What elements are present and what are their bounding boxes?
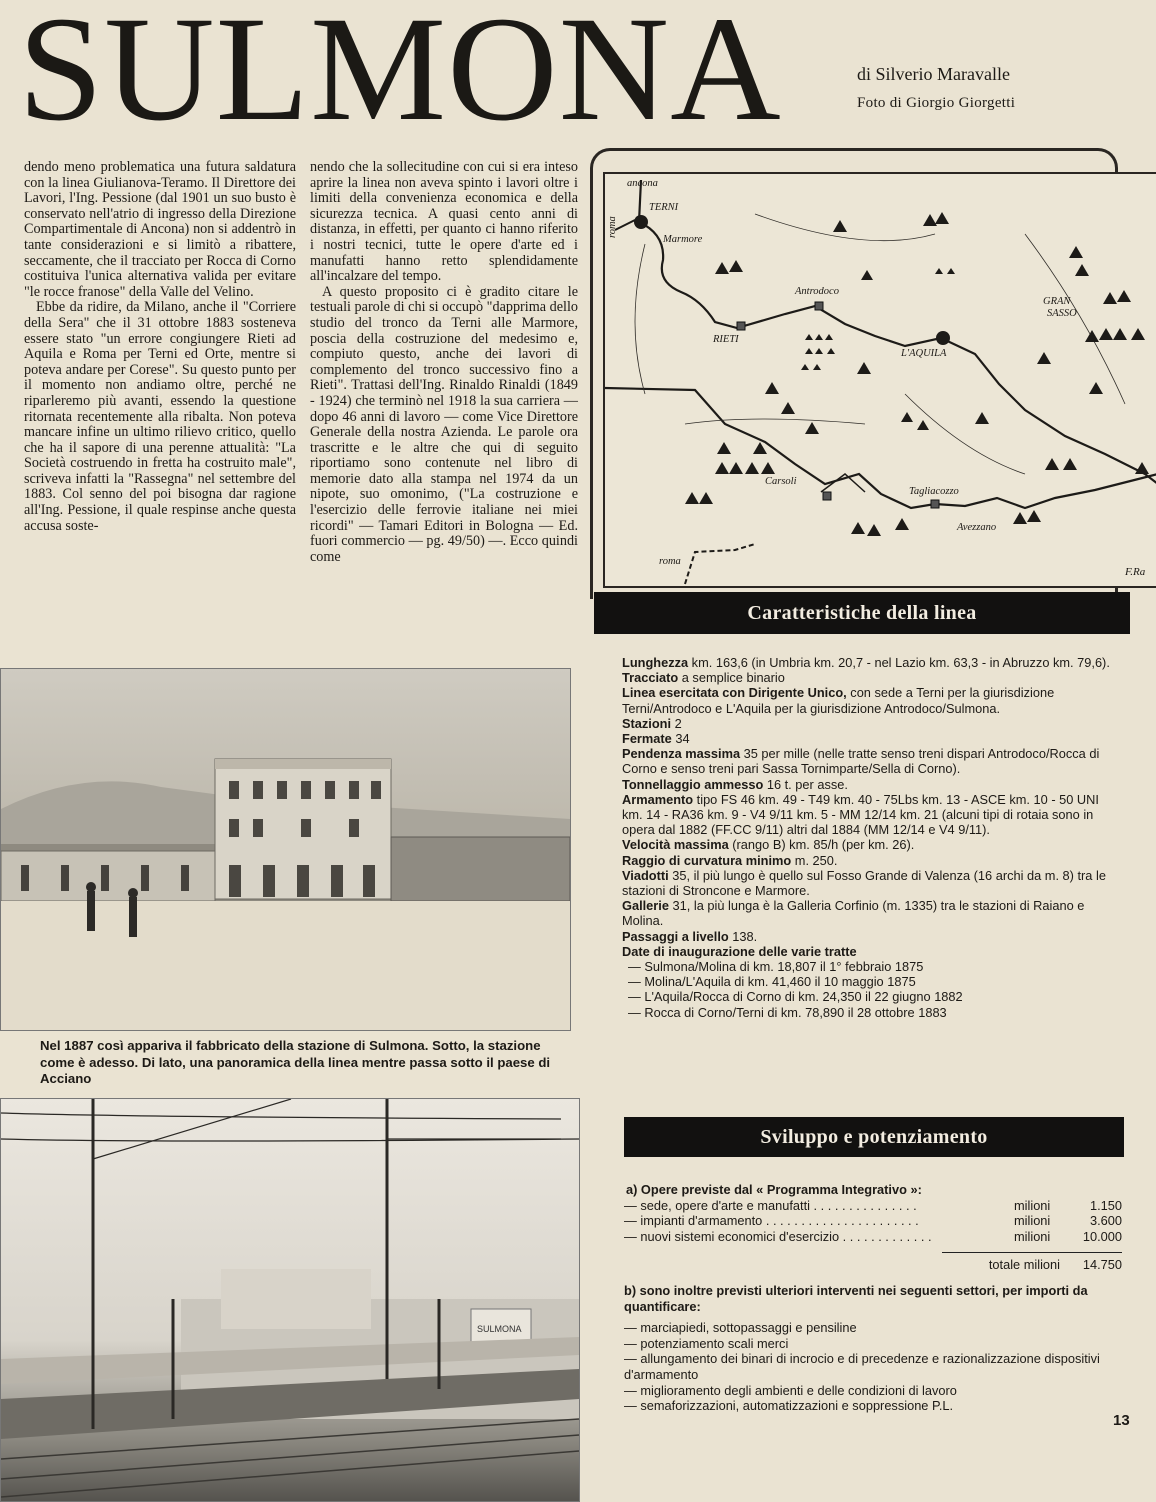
funding-row: — nuovi sistemi economici d'esercizio . . . . . . . . . . . . . milioni 10.000	[624, 1228, 1122, 1244]
station-sign: SULMONA	[477, 1324, 522, 1334]
map-label: roma	[607, 216, 618, 238]
terni-node	[634, 215, 648, 229]
spec-row: Armamento tipo FS 46 km. 49 - T49 km. 40 - 75Lbs km. 13 - ASCE km. 10 - 50 UNI km. 14 - RA36 km. 9 - V4 9/11 km. 5 - MM 12/14 km. 21 (alcuni tipi di rotaia sono in opera dal 1882 (FF.CC 9/11) altri dal 1884 (MM 12/14 e V4 9/11).	[622, 791, 1099, 838]
author-credit: di Silverio Maravalle	[857, 64, 1010, 84]
date-item: — Molina/L'Aquila di km. 41,460 il 10 maggio 1875	[628, 974, 916, 990]
spec-row: Raggio di curvatura minimo m. 250.	[622, 852, 838, 868]
spec-row: Pendenza massima 35 per mille (nelle tratte senso treni dispari Antrodoco/Rocca di Corno e senso treni pari Sassa Tornimparte/Sella di Corno).	[622, 746, 1100, 777]
map-label: L'AQUILA	[901, 348, 947, 359]
historic-station-photo	[0, 668, 571, 1031]
article-column-1	[24, 160, 296, 534]
spec-row: Gallerie 31, la più lunga è la Galleria Corfinio (m. 1335) tra le stazioni di Raiano e Molina.	[622, 898, 1085, 929]
list-item: — allungamento dei binari di incrocio e di precedenze e razionalizzazione dispositivi d'armamento	[624, 1351, 1100, 1382]
map-label: Antrodoco	[795, 286, 839, 297]
date-item: — Rocca di Corno/Terni di km. 78,890 il 28 ottobre 1883	[628, 1004, 947, 1020]
railway-line	[639, 180, 1156, 484]
list-item: — potenziamento scali merci	[624, 1335, 789, 1351]
map-label: RIETI	[713, 334, 739, 345]
spec-row: Stazioni 2	[622, 715, 682, 731]
paragraph: Ebbe da ridire, da Milano, anche il "Corriere della Sera" che il 31 ottobre 1883 sosteneva essere stato "un errore congiungere Rieti ad Aquila e Roma per Terni ed Orte, mentre si poteva andare per Corese". Su questo punto per il momento non andiamo oltre, perché ne riparleremo più avanti, essendo la questione ritornata recentemente alla ribalta. Non poteva mancare infine un ultimo rilievo critico, quello che ha il sapore di una perenne attualità: "La Società costruendo in fretta ha costruito male", scriveva infatti la "Rassegna" nel settembre del 1883. Col senno del poi bisogna dar ragione all'Ing. Pessione, il quale respinse anche questa accusa soste-	[24, 299, 296, 534]
list-item: — marciapiedi, sottopassaggi e pensiline	[624, 1320, 857, 1336]
paragraph: A questo proposito ci è gradito citare le testuali parole di chi si occupò "dapprima dello studio del tronco da Terni alle Marmore, poscia della costruzione del medesimo e, compiuto questo, anche dei lavori di complemento del tronco successivo fino a Rieti". Trattasi dell'Ing. Rinaldo Rinaldi (1849 - 1924) che terminò nel 1918 la sua carriera — dopo 46 anni di lavoro — come Vice Direttore Generale della nostra Azienda. Le parole ora trascritte e le altre che qui di seguito riportiamo sono contenute nel libro di memorie dato alla stampa nel 1974 da un nipote, suo omonimo, ("La costruzione e l'esercizio delle ferrovie italiane nei miei ricordi" — Tamari Editori in Bologna — Ed. fuori commercio — pg. 49/50) —. Ecco quindi come	[310, 283, 578, 565]
total-rule	[942, 1252, 1122, 1253]
spec-row: Tonnellaggio ammesso 16 t. per asse.	[622, 776, 848, 792]
specs-list	[622, 655, 1120, 1020]
spec-row: Velocità massima (rango B) km. 85/h (per km. 26).	[622, 837, 915, 853]
map-label: SASSO	[1047, 308, 1077, 319]
spec-row: Lunghezza km. 163,6 (in Umbria km. 20,7 - nel Lazio km. 63,3 - in Abruzzo km. 79,6).	[622, 655, 1110, 670]
map-label: Avezzano	[957, 522, 997, 533]
spec-row: Passaggi a livello 138.	[622, 928, 758, 944]
map-label: GRAN	[1043, 296, 1071, 307]
map-label: Tagliacozzo	[909, 486, 959, 497]
map-label: Marmore	[663, 234, 703, 245]
article-title: SULMONA	[18, 0, 782, 152]
section-a-title: a) Opere previste dal « Programma Integrativo »:	[626, 1182, 922, 1197]
map-label: ancona	[627, 178, 658, 189]
list-item: — semaforizzazioni, automatizzazioni e soppressione P.L.	[624, 1398, 954, 1414]
laquila-node	[936, 331, 950, 345]
photo-caption: Nel 1887 così appariva il fabbricato della stazione di Sulmona. Sotto, la stazione come è adesso. Di lato, una panoramica della linea mentre passa sotto il paese di Acciano	[40, 1038, 551, 1086]
map-label: Carsoli	[765, 476, 797, 487]
date-item: — L'Aquila/Rocca di Corno di km. 24,350 il 22 giugno 1882	[628, 989, 963, 1005]
planned-interventions	[624, 1320, 1122, 1414]
article-column-2	[310, 160, 578, 565]
map-label: roma	[659, 556, 681, 567]
paragraph: nendo che la sollecitudine con cui si era inteso aprire la linea non aveva spinto i lavori oltre i limiti della convenienza economica e della sicurezza tecnica. A quasi cento anni di distanza, in effetti, per quanto ci hanno riferito i nostri tecnici, tutte le opere d'arte ed i manufatti hanno retto splendidamente all'incalzare del tempo.	[310, 159, 578, 285]
map-label: TERNI	[649, 202, 679, 213]
funding-row: — impianti d'armamento . . . . . . . . . . . . . . . . . . . . . . milioni 3.600	[624, 1213, 1122, 1229]
specs-heading: Caratteristiche della linea	[594, 592, 1130, 634]
list-item: — miglioramento degli ambienti e delle condizioni di lavoro	[624, 1382, 957, 1398]
total-row: totale milioni 14.750	[988, 1257, 1122, 1273]
spec-row: Tracciato a semplice binario	[622, 670, 785, 686]
paragraph: dendo meno problematica una futura saldatura con la linea Giulianova-Teramo. Il Direttore dei Lavori, l'Ing. Pessione (dal 1901 un suo busto è conservato nell'atrio di ingresso della Direzione Compartimentale di Ancona) non si addentrò in tante considerazioni e si limitò a ribattere, seccamente, che il tracciato per Rocca di Corno costituiva l'unica alternativa valida per evitare "le rocce franose" della Valle del Velino.	[24, 159, 296, 300]
line-map	[603, 172, 1156, 588]
date-item: — Sulmona/Molina di km. 18,807 il 1° febbraio 1875	[628, 959, 924, 975]
spec-row: Viadotti 35, il più lungo è quello sul Fosso Grande di Valenza (16 archi da m. 8) tra le stazioni di Stroncone e Marmore.	[622, 867, 1106, 899]
page-number: 13	[1113, 1412, 1130, 1429]
map-signature: F.Ra	[1125, 566, 1146, 578]
development-section	[624, 1182, 1122, 1414]
byline	[857, 64, 1015, 122]
photo-credit: Foto di Giorgio Giorgetti	[857, 95, 1016, 111]
development-heading: Sviluppo e potenziamento	[624, 1117, 1124, 1157]
modern-station-photo	[0, 1098, 580, 1502]
inauguration-dates	[628, 959, 1120, 1020]
section-b-title: b) sono inoltre previsti ulteriori interventi nei seguenti settori, per importi da quantificare:	[624, 1282, 1088, 1314]
spec-row: Fermate 34	[622, 731, 690, 747]
funding-row: — sede, opere d'arte e manufatti . . . . . . . . . . . . . . . milioni 1.150	[624, 1197, 1122, 1213]
spec-row: Linea esercitata con Dirigente Unico, con sede a Terni per la giurisdizione Terni/Antrodoco e L'Aquila per la giurisdizione Antrodoco/Sulmona.	[622, 685, 1055, 716]
spec-row: Date di inaugurazione delle varie tratte	[622, 943, 857, 959]
